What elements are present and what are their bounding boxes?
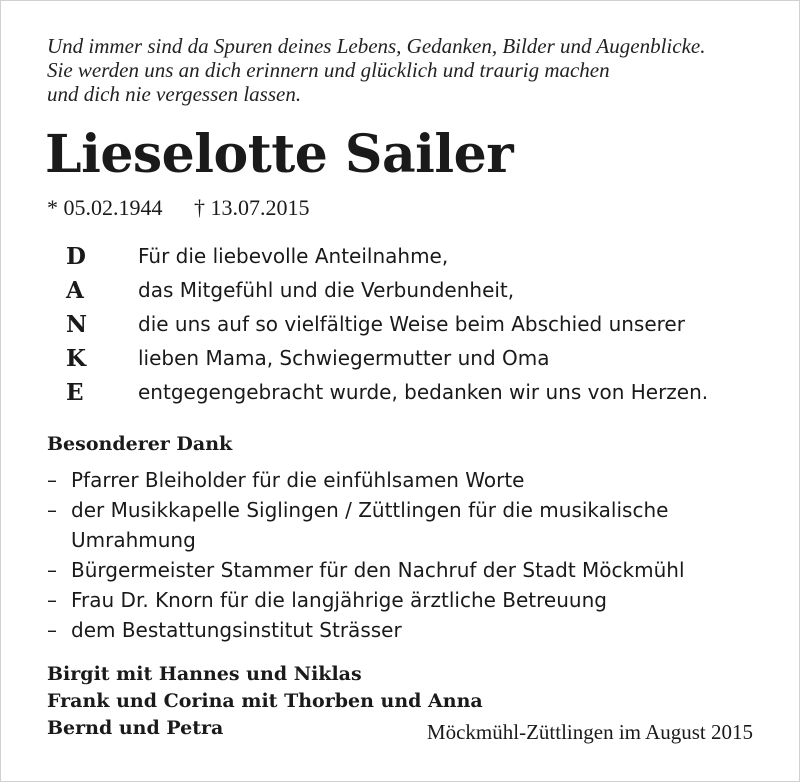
list-item: – der Musikkapelle Siglingen / Züttlingen für die musikalische Umrahmung bbox=[47, 495, 767, 555]
list-item: – Pfarrer Bleiholder für die einfühlsamen Worte bbox=[47, 465, 767, 495]
acrostic-text: lieben Mama, Schwiegermutter und Oma bbox=[138, 346, 550, 370]
life-dates bbox=[47, 195, 310, 221]
deceased-name: Lieselotte Sailer bbox=[45, 124, 514, 185]
signers-block bbox=[47, 661, 483, 742]
danke-row bbox=[61, 341, 781, 375]
signer-line: Birgit mit Hannes und Niklas bbox=[47, 663, 362, 685]
danke-row bbox=[61, 375, 781, 409]
birth-date: * 05.02.1944 bbox=[47, 195, 163, 220]
place-and-date: Möckmühl-Züttlingen im August 2015 bbox=[426, 720, 753, 744]
quote-line: Und immer sind da Spuren deines Lebens, Gedanken, Bilder und Augenblicke. bbox=[47, 34, 706, 58]
signer-line: Frank und Corina mit Thorben und Anna bbox=[47, 690, 483, 712]
special-thanks-list bbox=[47, 465, 767, 645]
quote-line: Sie werden uns an dich erinnern und glücklich und traurig machen bbox=[47, 58, 610, 82]
acrostic-letter: A bbox=[66, 276, 84, 304]
acrostic-letter: E bbox=[66, 378, 84, 406]
danke-acrostic bbox=[61, 239, 781, 409]
signer-line: Bernd und Petra bbox=[47, 717, 224, 739]
danke-row bbox=[61, 307, 781, 341]
danke-row bbox=[61, 273, 781, 307]
acrostic-text: Für die liebevolle Anteilnahme, bbox=[138, 244, 449, 268]
special-thanks-heading: Besonderer Dank bbox=[47, 433, 233, 455]
acrostic-text: die uns auf so vielfältige Weise beim Abschied unserer bbox=[138, 312, 685, 336]
acrostic-text: entgegengebracht wurde, bedanken wir uns von Herzen. bbox=[138, 380, 709, 404]
danke-row bbox=[61, 239, 781, 273]
acrostic-text: das Mitgefühl und die Verbundenheit, bbox=[138, 278, 515, 302]
memorial-quote bbox=[47, 34, 777, 106]
quote-line: und dich nie vergessen lassen. bbox=[47, 82, 302, 106]
acrostic-letter: K bbox=[66, 344, 86, 372]
list-item: – Frau Dr. Knorn für die langjährige ärztliche Betreuung bbox=[47, 585, 767, 615]
acrostic-letter: N bbox=[66, 310, 88, 338]
acrostic-letter: D bbox=[66, 242, 86, 270]
list-item: – Bürgermeister Stammer für den Nachruf der Stadt Möckmühl bbox=[47, 555, 767, 585]
death-date: † 13.07.2015 bbox=[194, 195, 310, 220]
list-item: – dem Bestattungsinstitut Strässer bbox=[47, 615, 767, 645]
